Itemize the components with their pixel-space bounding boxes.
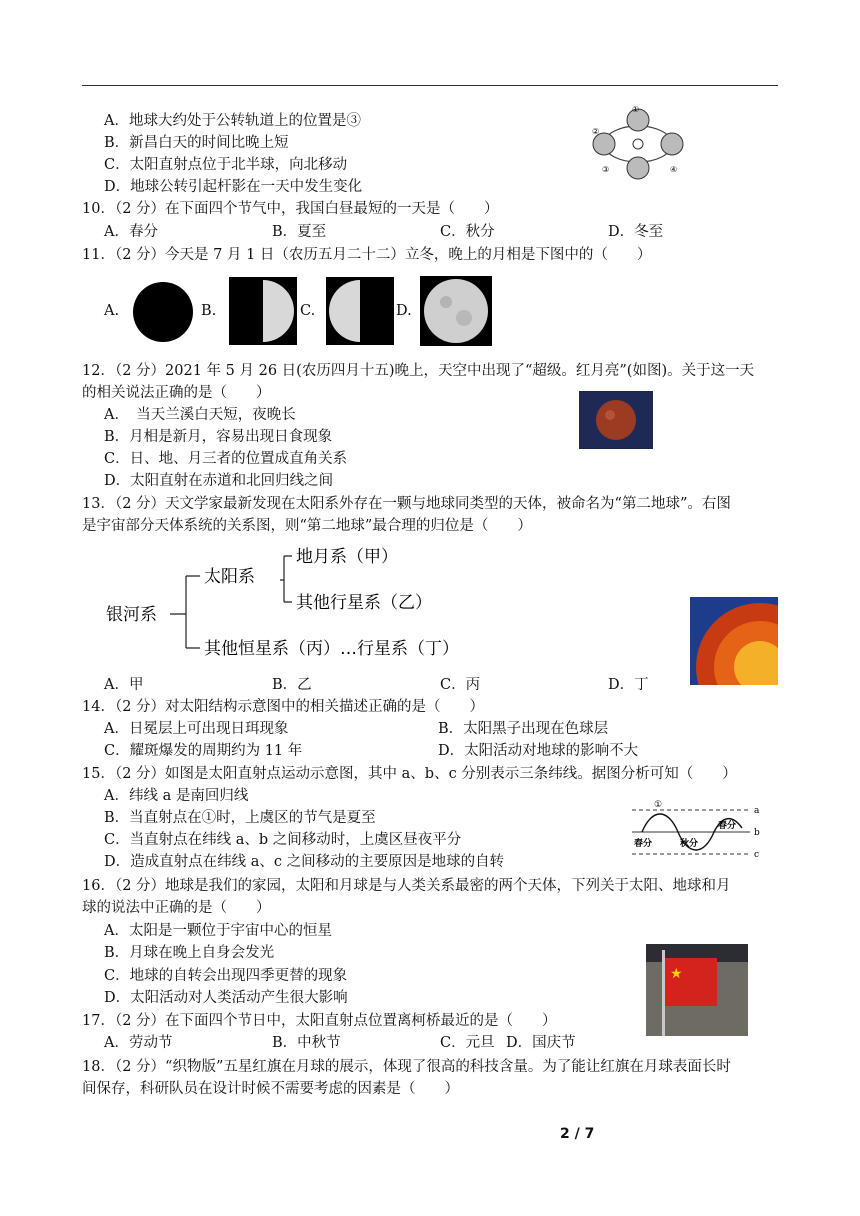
q14-stem: 14．（2 分）对太阳结构示意图中的相关描述正确的是（ ） — [82, 699, 485, 715]
q11-label-b: B. — [201, 303, 217, 319]
moon-phase-a — [132, 281, 194, 343]
fig-label-b: b — [754, 828, 760, 838]
orbit-label-3: ③ — [602, 165, 610, 174]
fig-label-spring: 春分 — [634, 839, 653, 849]
moon-phase-b — [229, 277, 297, 345]
q9-option-c: C．太阳直射点位于北半球，向北移动 — [104, 157, 348, 173]
tree-solar-label: 太阳系 — [204, 567, 255, 587]
q15-option-a: A．纬线 a 是南回归线 — [104, 788, 249, 804]
q16-stem-line2: 球的说法中正确的是（ ） — [82, 900, 271, 916]
q14-option-d: D．太阳活动对地球的影响不大 — [438, 743, 639, 759]
q14-option-b: B．太阳黑子出现在色球层 — [438, 721, 609, 737]
q10-option-c: C．秋分 — [440, 224, 495, 240]
q13-stem-line2: 是宇宙部分天体系统的关系图，则“第二地球”最合理的归位是（ ） — [82, 518, 532, 534]
q17-option-a: A．劳动节 — [104, 1035, 173, 1051]
subsolar-point-diagram — [628, 798, 764, 860]
fig-label-autumn: 秋分 — [680, 839, 699, 849]
fig-label-1: ① — [654, 800, 663, 810]
q13-option-c: C．丙 — [440, 677, 481, 693]
q16-option-b: B．月球在晚上自身会发光 — [104, 945, 275, 961]
moon-phase-d — [420, 276, 492, 346]
q9-option-d: D．地球公转引起杆影在一天中发生变化 — [104, 179, 363, 195]
q15-option-b: B．当直射点在①时，上虞区的节气是夏至 — [104, 810, 376, 826]
sun-structure-diagram — [690, 597, 778, 685]
q18-stem-line2: 间保存，科研队员在设计时候不需要考虑的因素是（ ） — [82, 1081, 459, 1097]
q18-stem-line1: 18．（2 分）“织物版”五星红旗在月球的展示，体现了很高的科技含量。为了能让红旗在月球表面长时 — [82, 1059, 731, 1075]
q13-option-a: A．甲 — [104, 677, 144, 693]
fig-label-c: c — [754, 850, 760, 860]
q14-option-a: A．日冕层上可出现日珥现象 — [104, 721, 289, 737]
q11-label-d: D. — [396, 303, 412, 319]
page-number: 2 / 7 — [560, 1126, 595, 1142]
orbit-label-2: ② — [592, 127, 600, 136]
q14-option-c: C．耀斑爆发的周期约为 11 年 — [104, 743, 303, 759]
q11-label-c: C. — [300, 303, 316, 319]
q12-stem-line2: 的相关说法正确的是（ ） — [82, 385, 271, 401]
q17-option-d: D．国庆节 — [506, 1035, 576, 1051]
fig-label-spring-2: 春分 — [718, 821, 737, 831]
svg-text:★: ★ — [670, 966, 683, 982]
q13-option-d: D．丁 — [608, 677, 649, 693]
tree-root-label: 银河系 — [106, 605, 157, 625]
q11-stem: 11．（2 分）今天是 7 月 1 日（农历五月二十二）立冬，晚上的月相是下图中的（ ） — [82, 247, 652, 263]
q10-option-d: D．冬至 — [608, 224, 664, 240]
red-moon-photo — [579, 391, 653, 449]
q12-option-b: B．月相是新月，容易出现日食现象 — [104, 429, 333, 445]
q15-stem: 15．（2 分）如图是太阳直射点运动示意图，其中 a、b、c 分别表示三条纬线。据图分析可知（ ） — [82, 766, 737, 782]
flag-on-moon-photo — [646, 944, 748, 1036]
q13-stem-line1: 13．（2 分）天文学家最新发现在太阳系外存在一颗与地球同类型的天体，被命名为“第二地球”。右图 — [82, 496, 731, 512]
fig-label-a: a — [754, 806, 760, 816]
q17-stem: 17．（2 分）在下面四个节日中，太阳直射点位置离柯桥最近的是（ ） — [82, 1013, 557, 1029]
tree-other-planets-label: 其他行星系（乙） — [296, 593, 432, 613]
q9-option-a: A．地球大约处于公转轨道上的位置是③ — [104, 113, 361, 129]
q12-option-a: A． 当天兰溪白天短，夜晚长 — [104, 407, 296, 423]
q16-option-d: D．太阳活动对人类活动产生很大影响 — [104, 990, 348, 1006]
q11-label-a: A. — [104, 303, 120, 319]
q13-option-b: B．乙 — [272, 677, 312, 693]
q17-option-c: C．元旦 — [440, 1035, 495, 1051]
q17-option-b: B．中秋节 — [272, 1035, 341, 1051]
q12-option-c: C．日、地、月三者的位置成直角关系 — [104, 451, 348, 467]
q16-stem-line1: 16．（2 分）地球是我们的家园，太阳和月球是与人类关系最密的两个天体，下列关于太阳、地球和月 — [82, 878, 731, 894]
q15-option-d: D．造成直射点在纬线 a、c 之间移动的主要原因是地球的自转 — [104, 854, 505, 870]
celestial-system-tree — [104, 540, 464, 664]
tree-earth-moon-label: 地月系（甲） — [296, 547, 398, 567]
q15-option-c: C．当直射点在纬线 a、b 之间移动时，上虞区昼夜平分 — [104, 832, 462, 848]
header-rule — [82, 85, 778, 86]
orbit-label-4: ④ — [670, 165, 678, 174]
q16-option-c: C．地球的自转会出现四季更替的现象 — [104, 968, 348, 984]
q16-option-a: A．太阳是一颗位于宇宙中心的恒星 — [104, 923, 332, 939]
moon-phase-c — [326, 277, 394, 345]
earth-orbit-diagram — [590, 106, 686, 182]
q10-option-a: A．春分 — [104, 224, 158, 240]
q9-option-b: B．新昌白天的时间比晚上短 — [104, 135, 289, 151]
orbit-label-1: ① — [632, 106, 640, 114]
q10-option-b: B．夏至 — [272, 224, 327, 240]
q12-option-d: D．太阳直射在赤道和北回归线之间 — [104, 473, 334, 489]
q10-stem: 10．（2 分）在下面四个节气中，我国白昼最短的一天是（ ） — [82, 201, 499, 217]
q12-stem-line1: 12．（2 分）2021 年 5 月 26 日(农历四月十五)晚上，天空中出现了“超级。红月亮”(如图)。关于这一天 — [82, 363, 755, 379]
tree-other-stars-label: 其他恒星系（丙）…行星系（丁） — [204, 639, 459, 659]
